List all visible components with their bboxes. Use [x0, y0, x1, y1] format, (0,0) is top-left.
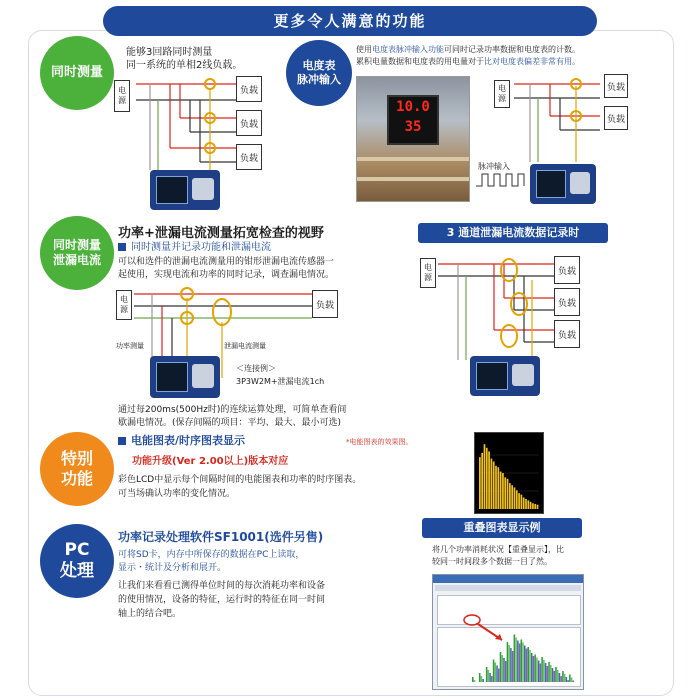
energy-bar: [479, 457, 481, 509]
overlay-bar: [526, 649, 528, 683]
s4-load-1: [554, 256, 580, 284]
overlay-bar: [500, 652, 502, 682]
s4-load-3: [554, 320, 580, 348]
s3-power-source: [116, 290, 132, 320]
energy-bar: [525, 499, 527, 509]
s2-desc: [356, 44, 676, 68]
s2-desc-prefix: 使用: [356, 45, 372, 54]
overlay-bar: [515, 638, 517, 683]
device-screen: [476, 362, 508, 390]
device-keypad: [192, 178, 214, 200]
overlay-bar: [495, 663, 497, 683]
overlay-bar: [567, 680, 569, 682]
badge-meter-pulse: [286, 40, 352, 106]
s3-example-1: ＜连接例＞: [236, 364, 276, 373]
label-leak-measure: 泄漏电流测量: [224, 342, 266, 350]
load-label: 负载: [239, 85, 258, 96]
overlay-bar: [571, 678, 573, 683]
s2-desc-rest: 可同时记录功率数据和电度表的计数。: [444, 45, 580, 54]
device-keypad: [192, 364, 214, 388]
energy-bar: [481, 453, 483, 509]
badge-leak-current: [40, 216, 114, 290]
s3-logger-device: [150, 356, 220, 398]
energy-bar: [504, 477, 506, 509]
s2-load-1: [604, 74, 628, 98]
energy-bar: [518, 493, 520, 509]
s1-power-source: [114, 80, 130, 112]
badge-special-function: [40, 432, 114, 506]
software-toolbar: [435, 585, 581, 591]
overlay-bar: [474, 680, 476, 682]
badge-text: 同时测量: [52, 238, 101, 252]
s5-heading: [118, 434, 245, 447]
device-screen: [536, 170, 566, 198]
overlay-bar: [573, 681, 575, 683]
overlay-bar: [488, 670, 490, 682]
energy-bar: [511, 485, 513, 509]
overlay-bar: [531, 653, 533, 682]
overlay-bar: [527, 647, 529, 682]
overlay-bar: [545, 663, 547, 682]
s1-desc-2: 同一系统的单相2线负载。: [126, 60, 243, 71]
badge-pc-processing: [40, 524, 114, 598]
energy-chart-screen: [474, 432, 544, 514]
s3-sub-text: 同时测量并记录功能和泄漏电流: [131, 242, 271, 253]
label-power-measure: 功率测量: [116, 342, 144, 350]
page-title: 更多令人满意的功能: [103, 6, 597, 36]
device-keypad: [512, 364, 534, 386]
s4-title-bar: 3 通道泄漏电流数据记录时: [418, 223, 608, 243]
energy-bar: [497, 467, 499, 509]
s3-title: 功率+泄漏电流测量拓宽检查的视野: [118, 226, 324, 241]
badge-text: 电度表: [302, 59, 336, 73]
s5-desc-1: 彩色LCD中显示每个间隔时间的电能图表和功率的时序图表。: [118, 475, 362, 485]
energy-bar: [484, 444, 486, 509]
badge-text: 脉冲输入: [297, 73, 341, 86]
overlay-bar: [519, 644, 521, 683]
s3-example-2: 3P3W2M+泄漏电流1ch: [236, 377, 325, 386]
load-label: 负载: [315, 300, 334, 311]
s2-desc2-prefix: 累积电量数据和电度表的用电量对于: [356, 57, 484, 66]
overlay-bar: [555, 667, 557, 682]
meter-display: [387, 95, 439, 145]
s7-desc-2: 较同一时间段多个数据一目了然。: [432, 557, 552, 566]
s7-title-bar: 重叠图表显示例: [422, 518, 582, 538]
overlay-bar: [486, 667, 488, 682]
energy-bar: [530, 502, 532, 509]
load-label: 负载: [606, 114, 625, 125]
overlay-bar: [481, 676, 483, 682]
s5-note: *电能图表的效果图。: [346, 438, 413, 446]
energy-bar: [521, 495, 523, 509]
badge-text: 同时测量: [50, 64, 103, 80]
s2-power-source: [494, 80, 510, 108]
s3-load: [312, 290, 338, 318]
overlay-bar: [569, 675, 571, 683]
overlay-bar: [548, 662, 550, 682]
overlay-bar: [533, 656, 535, 682]
energy-bar: [493, 461, 495, 509]
overlay-bar: [566, 677, 568, 682]
s5-upgrade: 功能升级(Ver 2.00以上)版本对应: [132, 456, 289, 467]
bullet-icon: [118, 243, 126, 251]
load-label: 负载: [239, 119, 258, 130]
s3-desc-1: 可以和选件的泄漏电流测量用的钳形泄漏电流传感器一: [118, 257, 335, 267]
overlay-bar: [547, 666, 549, 682]
s4-load-2: [554, 288, 580, 316]
energy-bar: [509, 483, 511, 509]
badge-text: 特别: [60, 449, 93, 468]
overlay-bar: [550, 665, 552, 682]
s1-desc-1: 能够3回路同时测量: [126, 47, 213, 58]
overlay-bar: [541, 657, 543, 682]
pulse-wave-icon: [476, 172, 528, 188]
overlay-bar: [552, 668, 554, 682]
overlay-bar: [562, 671, 564, 682]
software-titlebar: [433, 575, 583, 583]
energy-bar: [516, 490, 518, 509]
overlay-bar: [557, 670, 559, 682]
s6-heading: 功率记录处理软件SF1001(选件另售): [118, 530, 324, 544]
pulse-input-label: 脉冲输入: [478, 162, 510, 171]
overlay-bar: [529, 650, 531, 682]
overlay-bar: [508, 645, 510, 682]
meter-value-top: 10.0: [396, 99, 430, 115]
energy-chart: [475, 433, 543, 513]
overlay-bar: [564, 674, 566, 682]
energy-bar: [500, 472, 502, 509]
badge-text: PC: [64, 539, 90, 560]
device-screen: [156, 176, 188, 204]
s3-source-label: 电源: [120, 295, 128, 314]
s2-source-label: 电源: [498, 84, 506, 103]
energy-bar: [523, 497, 525, 509]
s1-load-1: [236, 76, 262, 102]
badge-simultaneous: [40, 36, 114, 110]
overlay-bar: [505, 661, 507, 682]
s2-desc2-highlight: 比对电度表偏差非常有用。: [484, 57, 580, 66]
s4-source-label: 电源: [424, 263, 432, 282]
overlay-bar: [559, 673, 561, 682]
s2-logger-device: [530, 164, 596, 204]
overlay-bar: [560, 676, 562, 682]
meter-value-bottom: 35: [404, 119, 422, 135]
s2-desc-highlight: 电度表脉冲输入功能: [372, 45, 444, 54]
s6-desc-2: 的使用情况，设备的特征，运行时的特征在同一时间: [118, 595, 326, 605]
energy-bar: [488, 451, 490, 509]
overlay-bar: [517, 641, 519, 683]
device-screen: [156, 362, 188, 392]
load-label: 负载: [239, 153, 258, 164]
overlay-bar: [503, 658, 505, 682]
energy-bar: [491, 459, 493, 509]
overlay-bar: [493, 660, 495, 683]
s6-blue-2: 显示・统计及分析和展开。: [118, 563, 227, 573]
overlay-bar: [512, 651, 514, 682]
energy-bar: [527, 500, 529, 509]
overlay-bar: [496, 666, 498, 683]
s4-logger-device: [470, 356, 540, 396]
overlay-bar: [540, 664, 542, 683]
s1-source-label: 电源: [118, 86, 126, 105]
highlight-arrow-icon: [462, 612, 512, 646]
s1-load-2: [236, 110, 262, 136]
load-label: 负载: [557, 266, 576, 277]
overlay-bar: [522, 643, 524, 683]
overlay-bar: [536, 658, 538, 683]
energy-bar: [514, 487, 516, 509]
overlay-bar: [543, 660, 545, 682]
overlay-bar: [501, 655, 503, 682]
overlay-bar: [510, 648, 512, 682]
energy-bar: [486, 448, 488, 509]
s5-heading-text: 电能图表/时序图表显示: [131, 434, 246, 447]
s6-desc-3: 轴上的结合吧。: [118, 609, 182, 619]
energy-bar: [495, 466, 497, 509]
overlay-bar: [524, 646, 526, 683]
overlay-bar: [482, 679, 484, 682]
energy-bar: [532, 503, 534, 509]
energy-bar: [534, 504, 536, 509]
overlay-bar: [479, 673, 481, 682]
s3-note-1: 通过每200ms(500Hz时)的连续运算处理，可简单查看间: [118, 405, 347, 415]
s5-desc-2: 可当场确认功率的变化情况。: [118, 489, 236, 499]
s6-desc-1: 让我们来看看已测得单位时间的每次消耗功率和设备: [118, 581, 326, 591]
s7-desc-1: 将几个功率消耗状况【重叠显示】，比: [432, 545, 564, 554]
badge-text: 功能: [60, 469, 93, 488]
device-keypad: [570, 172, 590, 194]
overlay-bar: [538, 661, 540, 683]
s1-logger-device: [150, 170, 220, 210]
load-label: 负载: [557, 298, 576, 309]
overlay-bar: [472, 677, 474, 682]
energy-bar: [537, 505, 539, 509]
load-label: 负载: [557, 330, 576, 341]
s3-note-2: 歇漏电情况。(保存间隔的项目：平均、最大、最小可选): [118, 418, 342, 428]
meter-photo: [356, 76, 470, 202]
energy-bar: [502, 473, 504, 509]
s3-desc-2: 起使用，实现电流和功率的同时记录，调查漏电情况。: [118, 270, 335, 280]
s3-subheading: [118, 241, 271, 254]
overlay-bar: [534, 655, 536, 683]
s6-blue-1: 可将SD卡，内存中所保存的数据在PC上读取，: [118, 550, 305, 560]
overlay-bar: [514, 635, 516, 683]
s2-load-2: [604, 106, 628, 130]
overlay-bar: [553, 671, 555, 682]
overlay-bar: [498, 669, 500, 683]
badge-text: 处理: [60, 561, 94, 581]
overlay-bar: [507, 642, 509, 682]
load-label: 负载: [606, 82, 625, 93]
s4-power-source: [420, 258, 436, 288]
energy-bar: [507, 479, 509, 509]
badge-text: 泄漏电流: [52, 253, 101, 267]
overlay-bar: [491, 676, 493, 682]
bullet-icon: [118, 437, 126, 445]
s1-load-3: [236, 144, 262, 170]
overlay-bar: [521, 640, 523, 683]
overlay-bar: [489, 673, 491, 682]
